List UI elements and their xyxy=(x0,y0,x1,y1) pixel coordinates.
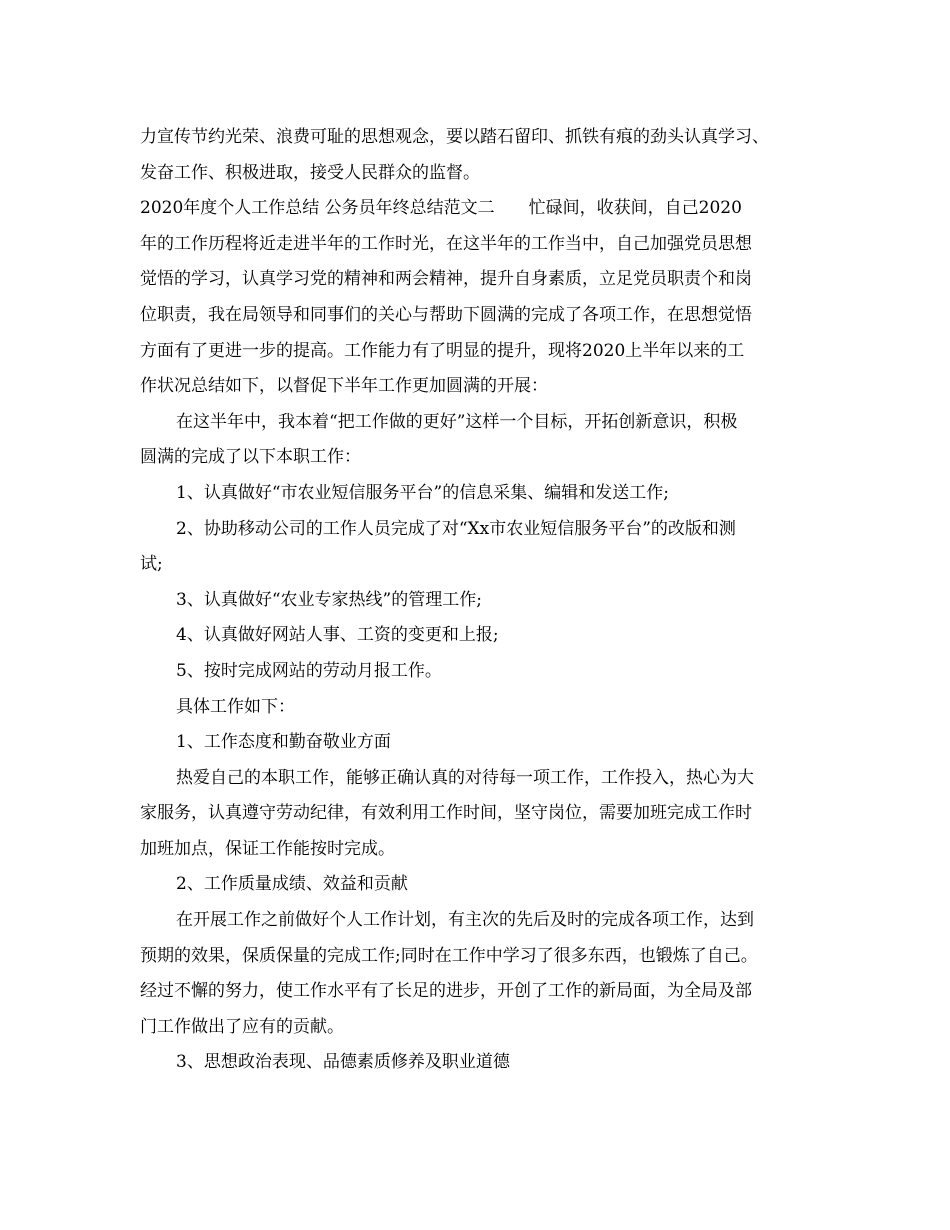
text-line: 发奋工作、积极进取，接受人民群众的监督。 xyxy=(140,162,480,183)
section-heading: 2、工作质量成绩、效益和贡献 xyxy=(176,874,408,895)
text-line: 年的工作历程将近走进半年的工作时光，在这半年的工作当中，自己加强党员思想 xyxy=(140,233,752,254)
text-line: 具体工作如下： xyxy=(176,696,295,717)
text-line: 加班加点，保证工作能按时完成。 xyxy=(140,838,395,859)
text-line: 预期的效果，保质保量的完成工作;同时在工作中学习了很多东西，也锻炼了自己。 xyxy=(140,945,758,966)
text-line: 热爱自己的本职工作，能够正确认真的对待每一项工作，工作投入，热心为大 xyxy=(176,767,754,788)
text-line: 在开展工作之前做好个人工作计划，有主次的先后及时的完成各项工作，达到 xyxy=(176,910,754,931)
text-line: 圆满的完成了以下本职工作： xyxy=(140,447,361,468)
text-line: 觉悟的学习，认真学习党的精神和两会精神，提升自身素质，立足党员职责个和岗 xyxy=(140,269,752,290)
text-line: 方面有了更进一步的提高。工作能力有了明显的提升，现将2020上半年以来的工 xyxy=(140,340,745,361)
document-page xyxy=(140,120,820,1081)
text-line: 家服务，认真遵守劳动纪律，有效利用工作时间，坚守岗位，需要加班完成工作时 xyxy=(140,803,752,824)
text-line: 在这半年中，我本着“把工作做的更好”这样一个目标，开拓创新意识，积极 xyxy=(176,411,738,432)
section-heading: 3、思想政治表现、品德素质修养及职业道德 xyxy=(176,1052,510,1073)
text-line: 位职责，我在局领导和同事们的关心与帮助下圆满的完成了各项工作，在思想觉悟 xyxy=(140,304,752,325)
list-item: 1、认真做好“市农业短信服务平台”的信息采集、编辑和发送工作; xyxy=(176,482,669,503)
text-line: 试; xyxy=(140,554,163,575)
list-item: 5、按时完成网站的劳动月报工作。 xyxy=(176,660,442,681)
text-line: 2020年度个人工作总结 公务员年终总结范文二 忙碌间，收获间，自己2020 xyxy=(140,198,742,219)
list-item: 2、协助移动公司的工作人员完成了对“Xx市农业短信服务平台”的改版和测 xyxy=(176,518,736,539)
list-item: 3、认真做好“农业专家热线”的管理工作; xyxy=(176,589,482,610)
text-line: 作状况总结如下，以督促下半年工作更加圆满的开展： xyxy=(140,376,548,397)
text-line: 力宣传节约光荣、浪费可耻的思想观念，要以踏石留印、抓铁有痕的劲头认真学习、 xyxy=(140,127,769,147)
list-item: 4、认真做好网站人事、工资的变更和上报; xyxy=(176,625,499,646)
text-line: 经过不懈的努力，使工作水平有了长足的进步，开创了工作的新局面，为全局及部 xyxy=(140,981,752,1002)
section-heading: 1、工作态度和勤奋敬业方面 xyxy=(176,732,391,753)
text-line: 门工作做出了应有的贡献。 xyxy=(140,1016,344,1037)
